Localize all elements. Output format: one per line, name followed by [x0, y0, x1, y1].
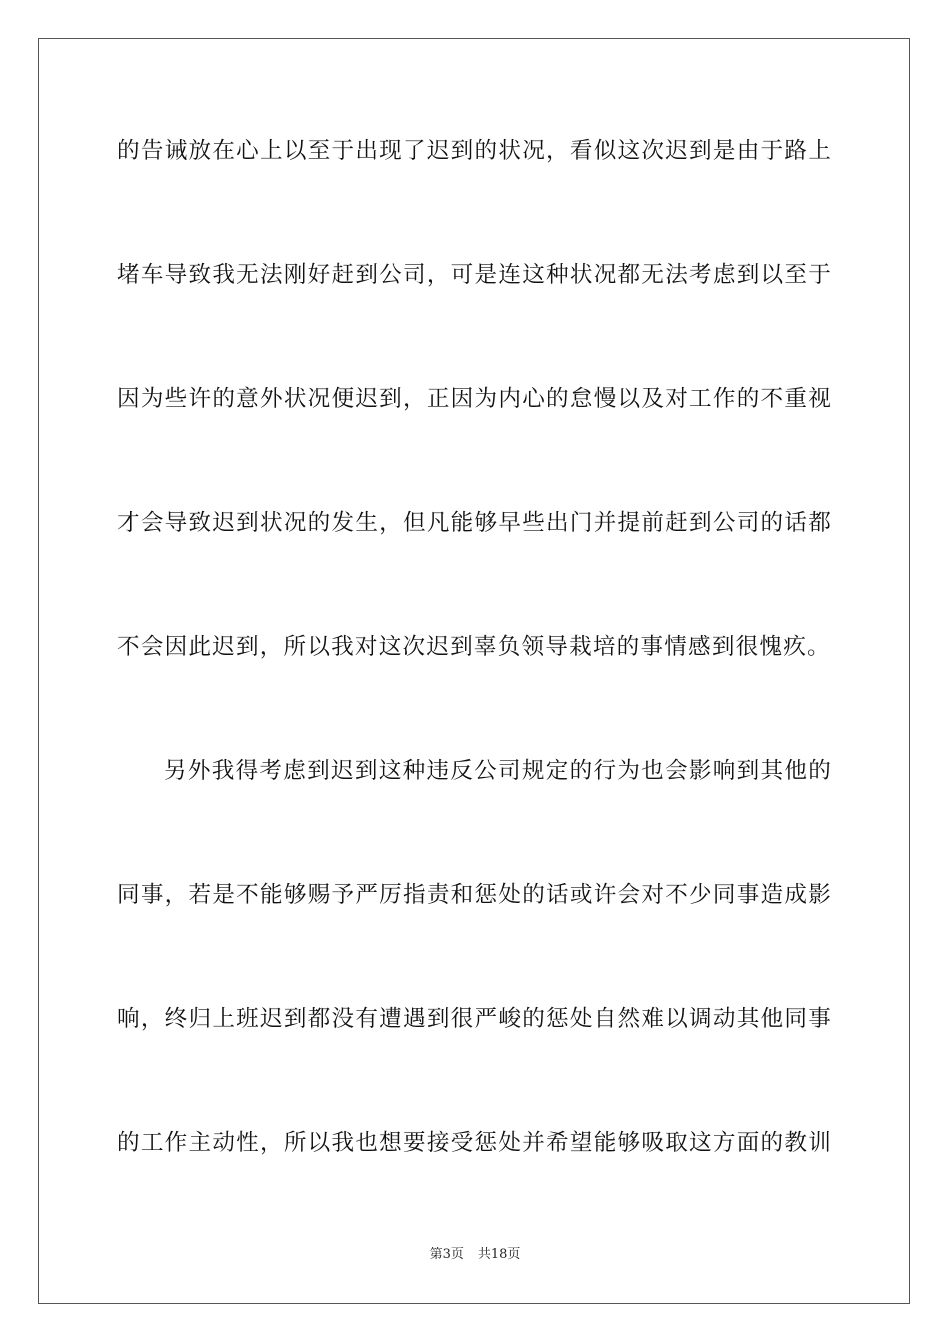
page-border — [38, 38, 910, 1304]
body-line-1: 的告诫放在心上以至于出现了迟到的状况，看似这次迟到是由于路上 — [117, 138, 832, 164]
body-line-2: 堵车导致我无法刚好赶到公司，可是连这种状况都无法考虑到以至于 — [117, 262, 832, 288]
body-line-6: 另外我得考虑到迟到这种违反公司规定的行为也会影响到其他的 — [164, 758, 832, 784]
page-number: 第3页 — [429, 1247, 464, 1262]
body-line-3: 因为些许的意外状况便迟到，正因为内心的怠慢以及对工作的不重视 — [117, 386, 832, 412]
body-line-5: 不会因此迟到，所以我对这次迟到辜负领导栽培的事情感到很愧疚。 — [117, 634, 831, 660]
body-line-7: 同事，若是不能够赐予严厉指责和惩处的话或许会对不少同事造成影 — [117, 882, 832, 908]
body-line-4: 才会导致迟到状况的发生，但凡能够早些出门并提前赶到公司的话都 — [117, 510, 832, 536]
body-line-8: 响，终归上班迟到都没有遭遇到很严峻的惩处自然难以调动其他同事 — [117, 1006, 832, 1032]
page-footer — [0, 1246, 950, 1264]
body-line-9: 的工作主动性，所以我也想要接受惩处并希望能够吸取这方面的教训 — [117, 1130, 832, 1156]
page-total: 共18页 — [477, 1247, 521, 1262]
